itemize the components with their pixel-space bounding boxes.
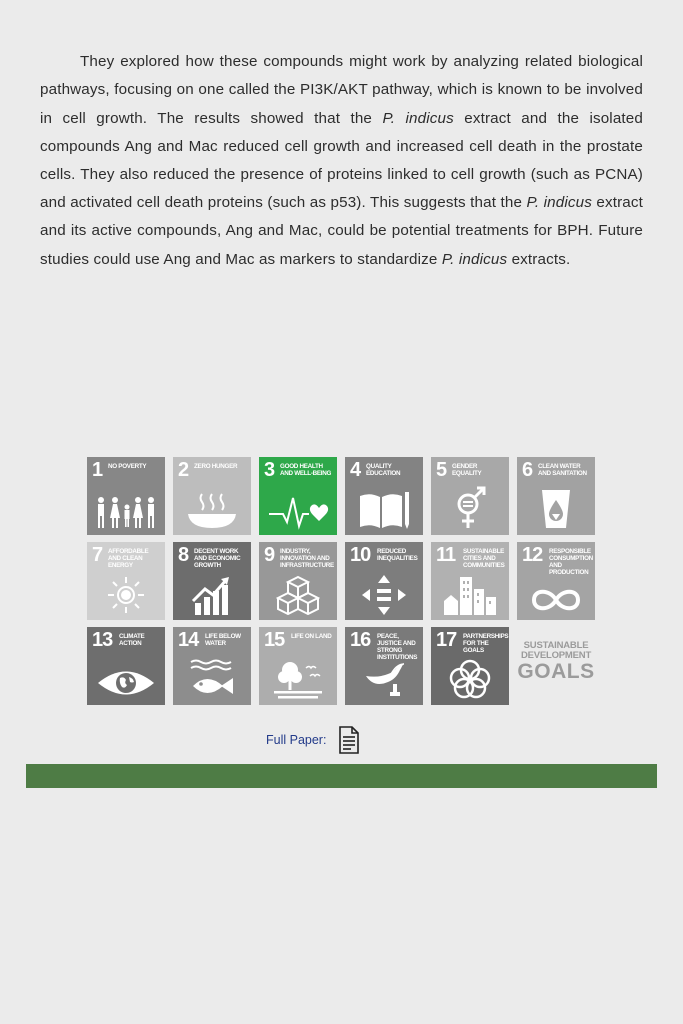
sdg-label: PEACE, JUSTICE AND STRONG INSTITUTIONS [377,633,418,661]
full-paper-label: Full Paper: [266,733,327,747]
sdg-tile-8 [173,542,251,620]
sdg-tile-17 [431,627,509,705]
city-icon [442,573,498,615]
fish-icon [187,658,237,700]
sdg-tile-13 [87,627,165,705]
green-divider-bar [26,764,657,788]
sdg-number: 11 [436,544,456,566]
sdg-goals-grid [87,457,595,705]
rings-icon [448,658,492,700]
sdg-label: REDUCED INEQUALITIES [377,548,418,562]
sdg-number: 6 [522,459,533,481]
sdg-tile-4 [345,457,423,535]
gender-icon [448,486,492,530]
dove-icon [360,662,408,700]
sdg-number: 3 [264,459,275,481]
equality-icon [362,575,406,615]
sdg-label: CLEAN WATER AND SANITATION [538,463,587,477]
sdg-tile-3 [259,457,337,535]
species-name: P. indicus [526,194,592,212]
sdg-number: 12 [522,544,543,566]
sdg-logo-line-3: GOALS [517,660,595,683]
tree-icon [272,658,324,700]
species-name: P. indicus [382,109,454,127]
sdg-number: 17 [436,629,457,651]
species-name: P. indicus [441,250,508,268]
sdg-number: 10 [350,544,371,566]
bowl-icon [184,490,240,530]
sdg-tile-11 [431,542,509,620]
document-icon [338,726,360,754]
sdg-number: 16 [350,629,371,651]
sdg-label: RESPONSIBLE CONSUMPTION AND PRODUCTION [549,548,593,576]
sdg-number: 7 [92,544,103,566]
sdg-tile-12 [517,542,595,620]
heartbeat-icon [267,492,329,530]
sdg-label: SUSTAINABLE CITIES AND COMMUNITIES [463,548,505,569]
sdg-tile-7 [87,542,165,620]
water-icon [536,488,576,530]
infinity-icon [530,585,582,615]
sdg-logo-line-2: DEVELOPMENT [520,650,592,661]
sdg-number: 14 [178,629,199,651]
family-icon [95,494,157,530]
text-segment-2: extract and the isolated compounds Ang and Mac reduced cell growth and increased cell death in the prostate cells. They also reduced the presence of proteins linked to cell growth (such as PCNA) and activated cell death proteins (such as p53). This suggests that the [40,109,643,212]
sdg-tile-6 [517,457,595,535]
book-icon [356,490,412,530]
sdg-label: INDUSTRY, INNOVATION AND INFRASTRUCTURE [280,548,334,569]
sdg-logo [517,627,595,705]
sdg-label: NO POVERTY [108,463,147,470]
eye-globe-icon [96,666,156,700]
sdg-number: 15 [264,629,285,651]
sdg-label: LIFE BELOW WATER [205,633,241,647]
full-paper-link-row [266,726,360,754]
sdg-number: 8 [178,544,189,566]
sdg-label: QUALITY EDUCATION [366,463,401,477]
sdg-logo-line-1: SUSTAINABLE [523,640,589,651]
sdg-number: 4 [350,459,361,481]
sdg-number: 13 [92,629,113,651]
sdg-number: 1 [92,459,103,481]
text-segment-3: extract and its active compounds, Ang and Mac, could be potential treatments for BPH. Future studies could use Ang and Mac as markers to standardize [40,194,644,268]
sdg-tile-16 [345,627,423,705]
sdg-label: DECENT WORK AND ECONOMIC GROWTH [194,548,241,569]
sdg-label: ZERO HUNGER [194,463,238,470]
sun-icon [104,575,148,615]
sdg-label: GENDER EQUALITY [452,463,482,477]
sdg-number: 2 [178,459,189,481]
sdg-tile-15 [259,627,337,705]
sdg-label: LIFE ON LAND [291,633,332,640]
sdg-logo-text [517,641,595,683]
sdg-label: CLIMATE ACTION [119,633,145,647]
sdg-tile-14 [173,627,251,705]
sdg-tile-2 [173,457,251,535]
sdg-label: GOOD HEALTH AND WELL-BEING [280,463,332,477]
full-paper-link[interactable] [338,726,360,754]
sdg-number: 9 [264,544,275,566]
growth-chart-icon [191,577,233,615]
sdg-tile-10 [345,542,423,620]
body-paragraph [40,48,643,274]
text-segment-1: They explored how these compounds might work by analyzing related biological pathways, focusing on one called the PI3K/AKT pathway, which is known to be involved in cell growth. The results showed that the [40,53,643,127]
sdg-tile-9 [259,542,337,620]
sdg-tile-1 [87,457,165,535]
sdg-label: PARTNERSHIPS FOR THE GOALS [463,633,509,654]
sdg-number: 5 [436,459,447,481]
sdg-label: AFFORDABLE AND CLEAN ENERGY [108,548,149,569]
text-segment-4: extracts. [507,250,571,268]
sdg-tile-5 [431,457,509,535]
cubes-icon [276,575,320,615]
